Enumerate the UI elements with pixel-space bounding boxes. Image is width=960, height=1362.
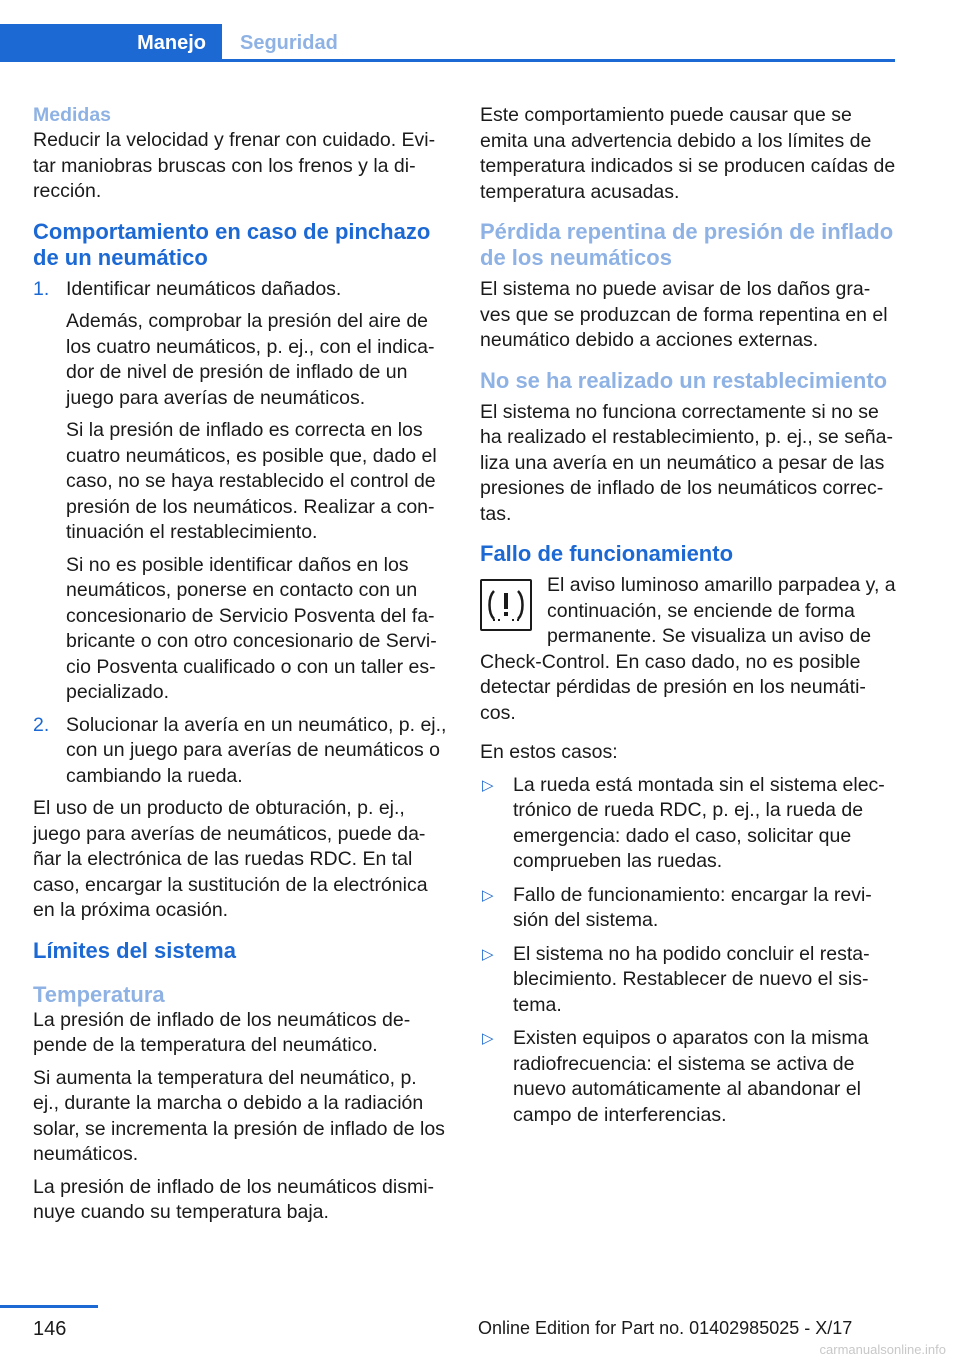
sudden-loss-heading: Pérdida repentina de presión de inflado de los neumáticos bbox=[480, 219, 894, 270]
right-column bbox=[480, 103, 898, 1136]
step-paragraph: Si la presión de inflado es correcta en los cuatro neumáticos, es posible que, dado el caso, no se haya restablecido el control de presión de los neumáticos. Realizar a con-tinuación el restablecimiento. bbox=[66, 419, 437, 543]
sudden-loss-text: El sistema no puede avisar de los daños gra-ves que se produzcan de forma repentina en el neumático debido a acciones externas. bbox=[480, 278, 888, 351]
tab-seguridad[interactable]: Seguridad bbox=[240, 32, 338, 54]
malfunction-heading: Fallo de funcionamiento bbox=[480, 541, 734, 566]
step-item bbox=[33, 713, 448, 790]
case-text: Existen equipos o aparatos con la misma radiofrecuencia: el sistema se activa de nuevo automáticamente al abandonar el campo de interferencias. bbox=[513, 1027, 869, 1126]
step-paragraph: Si no es posible identificar daños en los neumáticos, ponerse en contacto con un concesionario de Servicio Posventa del fa-bricante o con otro concesionario de Servi-cio Posventa cualificado o con un taller es-pecializado. bbox=[66, 553, 437, 703]
temp-heading: Temperatura bbox=[33, 981, 165, 1007]
limits-heading: Límites del sistema bbox=[33, 937, 236, 963]
pinchazo-steps bbox=[33, 277, 448, 790]
step-paragraph: Además, comprobar la presión del aire de los cuatro neumáticos, p. ej., con el indica-dor de nivel de presión de inflado de un juego para averías de neumáticos. bbox=[66, 310, 435, 409]
list-item bbox=[480, 942, 898, 1019]
medidas-text: Reducir la velocidad y frenar con cuidado. Evi-tar maniobras bruscas con los frenos y la di-rección. bbox=[33, 129, 436, 202]
temp-paragraph-3: La presión de inflado de los neumáticos dismi-nuye cuando su temperatura baja. bbox=[33, 1175, 435, 1223]
watermark: carmanualsonline.info bbox=[819, 1342, 946, 1357]
tire-pressure-warning-icon bbox=[480, 579, 532, 631]
pinchazo-heading: Comportamiento en caso de pinchazo de un neumático bbox=[33, 218, 431, 270]
step-paragraph: Identificar neumáticos dañados. bbox=[66, 277, 342, 300]
header-tabs bbox=[0, 24, 895, 62]
triangle-bullet-icon: ▷ bbox=[482, 1030, 494, 1047]
cases-list bbox=[480, 773, 898, 1129]
case-text: Fallo de funcionamiento: encargar la revi-sión del sistema. bbox=[513, 883, 872, 931]
page-number: 146 bbox=[33, 1318, 67, 1340]
list-item bbox=[480, 883, 898, 934]
reset-text: El sistema no funciona correctamente si no se ha realizado el restablecimiento, p. ej., se seña-liza una avería en un neumático a pesar de las presiones de inflado de los neumáticos correc-tas. bbox=[480, 400, 893, 525]
triangle-bullet-icon: ▷ bbox=[482, 776, 494, 794]
list-item bbox=[480, 1026, 898, 1128]
left-column bbox=[33, 103, 448, 1233]
temp-paragraph-1: La presión de inflado de los neumáticos de-pende de la temperatura del neumático. bbox=[33, 1008, 411, 1056]
step-paragraph: Solucionar la avería en un neumático, p. ej., con un juego para averías de neumáticos o cambiando la rueda. bbox=[66, 713, 447, 787]
case-text: La rueda está montada sin el sistema elec-trónico de rueda RDC, p. ej., la rueda de emergencia: dado el caso, solicitar que comprueben las ruedas. bbox=[513, 773, 885, 872]
step-number: 2. bbox=[33, 713, 50, 736]
case-text: El sistema no ha podido concluir el resta-blecimiento. Restablecer de nuevo el sis-tema. bbox=[513, 942, 870, 1016]
temp-paragraph-2: Si aumenta la temperatura del neumático, p. ej., durante la marcha o debido a la radiación solar, se incrementa la presión de inflado de los neumáticos. bbox=[33, 1066, 445, 1165]
medidas-heading: Medidas bbox=[33, 104, 112, 126]
reset-heading: No se ha realizado un restablecimiento bbox=[480, 367, 888, 393]
header-divider bbox=[0, 59, 895, 62]
footer-divider bbox=[0, 1305, 98, 1308]
triangle-bullet-icon: ▷ bbox=[482, 886, 494, 904]
tab-manejo[interactable]: Manejo bbox=[0, 24, 222, 62]
sealant-text: El uso de un producto de obturación, p. ej., juego para averías de neumáticos, puede da-ñar la electrónica de las ruedas RDC. En tal caso, encargar la sustitución de la electrónica en la próxima ocasión. bbox=[33, 797, 428, 921]
temp-intro: Este comportamiento puede causar que se emita una advertencia debido a los límites de temperatura indicados si se producen caídas de temperatura acusadas. bbox=[480, 104, 896, 203]
cases-intro: En estos casos: bbox=[480, 741, 618, 763]
list-item bbox=[480, 773, 898, 875]
step-number: 1. bbox=[33, 277, 50, 300]
malfunction-block bbox=[480, 573, 898, 726]
edition-text: Online Edition for Part no. 01402985025 - X/17 bbox=[478, 1318, 853, 1338]
step-item bbox=[33, 277, 448, 706]
triangle-bullet-icon: ▷ bbox=[482, 945, 494, 963]
malfunction-text: El aviso luminoso amarillo parpadea y, a continuación, se enciende de forma permanente. Se visualiza un aviso de Check-Control. En caso dado, no es posible detectar pérdidas de presión en los neumáti-cos. bbox=[480, 574, 896, 724]
